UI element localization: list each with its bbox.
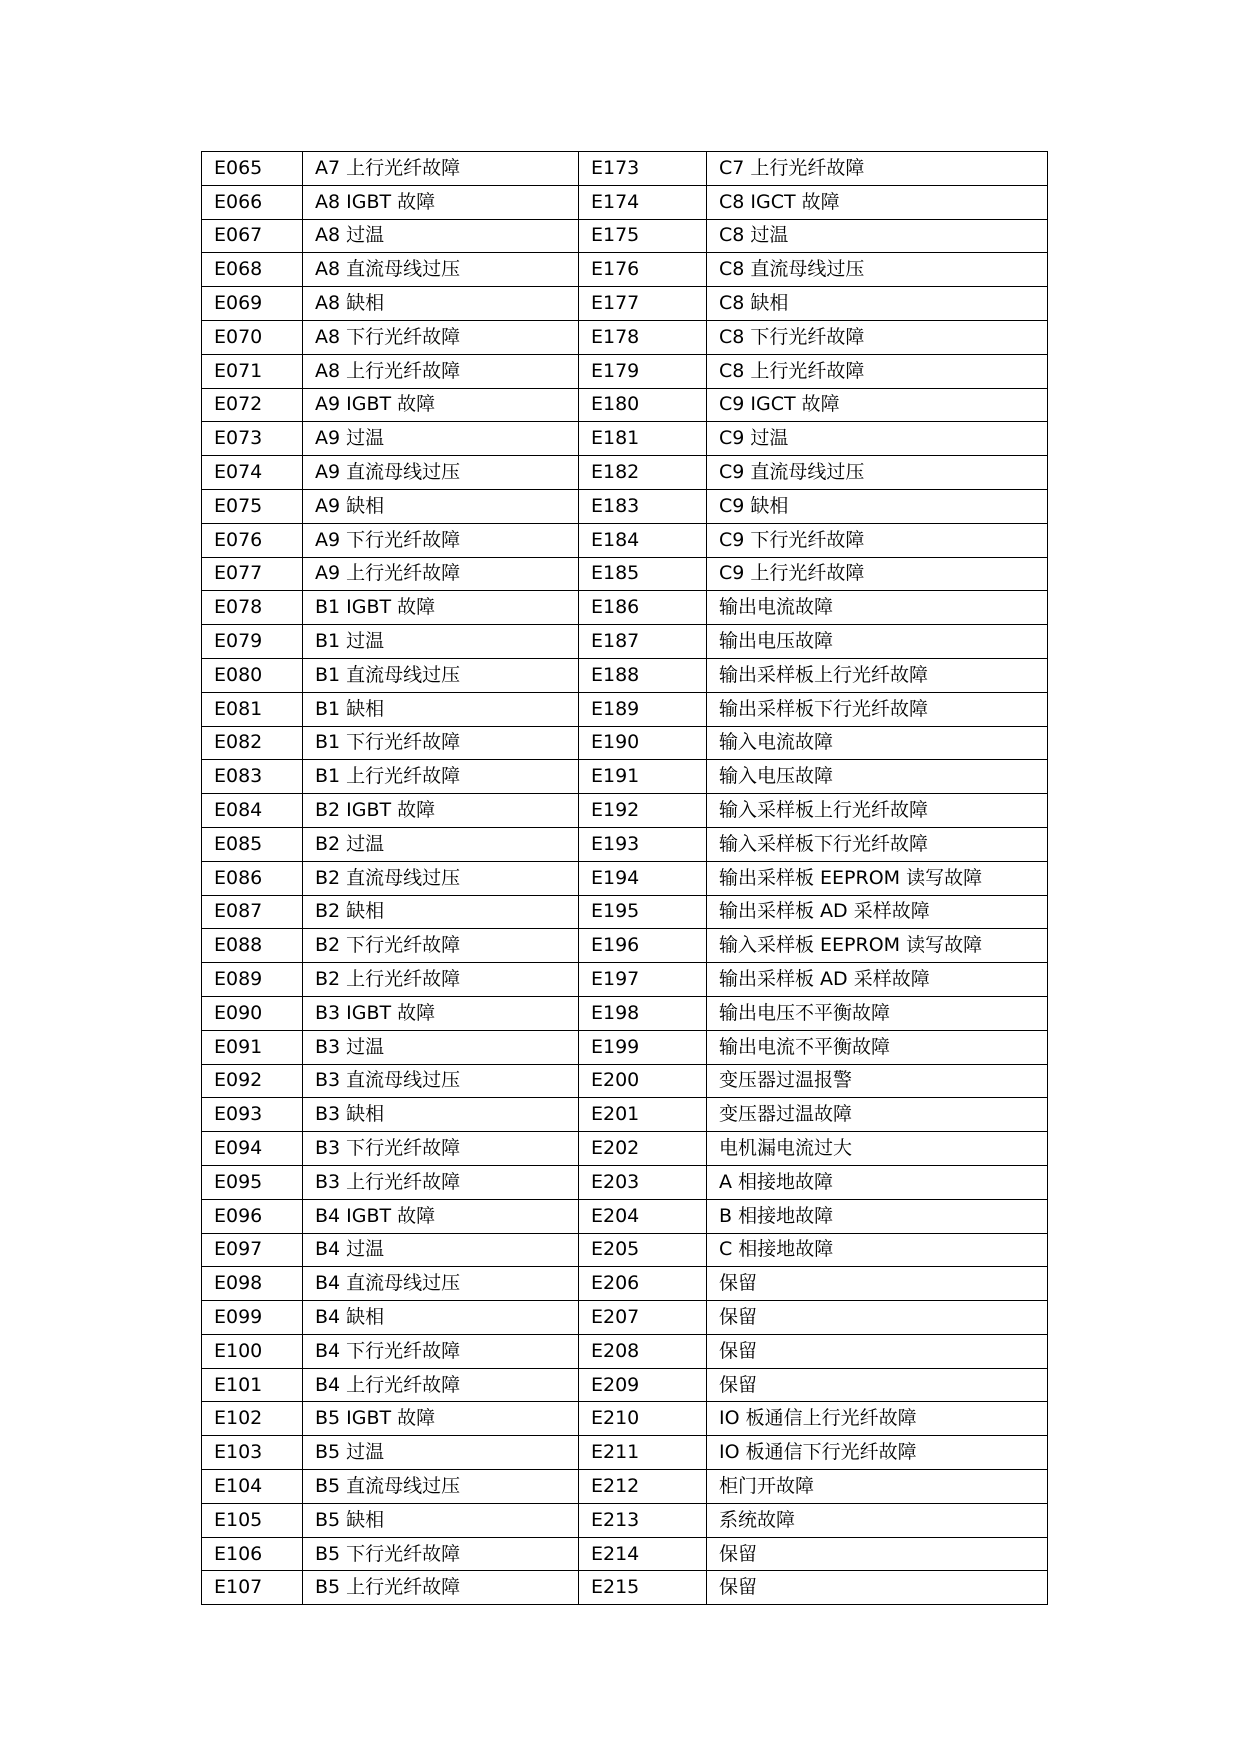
fault-description-right: 柜门开故障 <box>707 1470 1048 1504</box>
fault-code-left: E077 <box>202 557 303 591</box>
table-row <box>202 287 1048 321</box>
fault-description-right: C 相接地故障 <box>707 1233 1048 1267</box>
fault-description-right: 输出采样板 AD 采样故障 <box>707 963 1048 997</box>
fault-description-left: A9 缺相 <box>303 489 579 523</box>
fault-code-right: E177 <box>579 287 707 321</box>
fault-code-left: E103 <box>202 1436 303 1470</box>
table-row <box>202 1267 1048 1301</box>
fault-code-left: E082 <box>202 726 303 760</box>
fault-code-left: E106 <box>202 1537 303 1571</box>
fault-code-right: E180 <box>579 388 707 422</box>
fault-description-right: C9 下行光纤故障 <box>707 523 1048 557</box>
fault-description-left: B4 直流母线过压 <box>303 1267 579 1301</box>
fault-description-right: 输出电压故障 <box>707 625 1048 659</box>
fault-description-left: B4 缺相 <box>303 1301 579 1335</box>
fault-description-left: B5 上行光纤故障 <box>303 1571 579 1605</box>
fault-description-left: B5 IGBT 故障 <box>303 1402 579 1436</box>
fault-code-right: E200 <box>579 1064 707 1098</box>
table-row <box>202 1132 1048 1166</box>
fault-code-right: E207 <box>579 1301 707 1335</box>
fault-code-right: E185 <box>579 557 707 591</box>
table-row <box>202 996 1048 1030</box>
table-row <box>202 489 1048 523</box>
fault-description-left: B3 上行光纤故障 <box>303 1165 579 1199</box>
fault-description-right: 系统故障 <box>707 1503 1048 1537</box>
fault-code-left: E070 <box>202 320 303 354</box>
fault-code-right: E204 <box>579 1199 707 1233</box>
table-row <box>202 1301 1048 1335</box>
fault-description-right: 输出采样板 EEPROM 读写故障 <box>707 861 1048 895</box>
table-row <box>202 253 1048 287</box>
table-row <box>202 1402 1048 1436</box>
table-row <box>202 1064 1048 1098</box>
fault-code-left: E079 <box>202 625 303 659</box>
fault-description-left: B3 直流母线过压 <box>303 1064 579 1098</box>
fault-description-left: B1 过温 <box>303 625 579 659</box>
table-row <box>202 794 1048 828</box>
fault-description-right: C8 上行光纤故障 <box>707 354 1048 388</box>
table-row <box>202 1165 1048 1199</box>
fault-code-left: E065 <box>202 152 303 186</box>
fault-code-left: E071 <box>202 354 303 388</box>
fault-code-left: E088 <box>202 929 303 963</box>
fault-code-right: E178 <box>579 320 707 354</box>
table-row <box>202 692 1048 726</box>
fault-description-left: A8 IGBT 故障 <box>303 185 579 219</box>
fault-description-left: A9 过温 <box>303 422 579 456</box>
fault-code-left: E081 <box>202 692 303 726</box>
fault-code-right: E215 <box>579 1571 707 1605</box>
table-row <box>202 320 1048 354</box>
fault-code-left: E075 <box>202 489 303 523</box>
fault-code-left: E085 <box>202 827 303 861</box>
fault-code-left: E080 <box>202 658 303 692</box>
fault-description-right: 输入采样板 EEPROM 读写故障 <box>707 929 1048 963</box>
table-row <box>202 1030 1048 1064</box>
fault-code-left: E089 <box>202 963 303 997</box>
fault-description-left: B1 IGBT 故障 <box>303 591 579 625</box>
fault-code-left: E096 <box>202 1199 303 1233</box>
fault-code-right: E179 <box>579 354 707 388</box>
fault-code-right: E214 <box>579 1537 707 1571</box>
fault-description-left: B3 IGBT 故障 <box>303 996 579 1030</box>
fault-description-left: B4 IGBT 故障 <box>303 1199 579 1233</box>
fault-code-left: E066 <box>202 185 303 219</box>
fault-description-left: B4 过温 <box>303 1233 579 1267</box>
table-row <box>202 422 1048 456</box>
fault-code-left: E100 <box>202 1334 303 1368</box>
table-row <box>202 354 1048 388</box>
fault-code-right: E175 <box>579 219 707 253</box>
fault-code-right: E192 <box>579 794 707 828</box>
fault-code-left: E093 <box>202 1098 303 1132</box>
table-row <box>202 219 1048 253</box>
fault-code-right: E211 <box>579 1436 707 1470</box>
table-row <box>202 1233 1048 1267</box>
fault-description-left: A8 过温 <box>303 219 579 253</box>
table-row <box>202 557 1048 591</box>
fault-description-right: 输入采样板下行光纤故障 <box>707 827 1048 861</box>
fault-code-right: E213 <box>579 1503 707 1537</box>
fault-code-left: E090 <box>202 996 303 1030</box>
fault-description-left: B3 缺相 <box>303 1098 579 1132</box>
fault-description-left: A9 上行光纤故障 <box>303 557 579 591</box>
fault-description-left: A7 上行光纤故障 <box>303 152 579 186</box>
table-row <box>202 1199 1048 1233</box>
fault-description-left: B4 下行光纤故障 <box>303 1334 579 1368</box>
table-row <box>202 1334 1048 1368</box>
fault-code-left: E068 <box>202 253 303 287</box>
fault-description-left: B5 直流母线过压 <box>303 1470 579 1504</box>
fault-code-right: E202 <box>579 1132 707 1166</box>
fault-description-right: 输出采样板上行光纤故障 <box>707 658 1048 692</box>
fault-code-left: E086 <box>202 861 303 895</box>
fault-description-right: 保留 <box>707 1267 1048 1301</box>
fault-description-right: C8 直流母线过压 <box>707 253 1048 287</box>
fault-code-left: E104 <box>202 1470 303 1504</box>
fault-description-left: B5 过温 <box>303 1436 579 1470</box>
fault-description-right: B 相接地故障 <box>707 1199 1048 1233</box>
table-row <box>202 726 1048 760</box>
table-row <box>202 760 1048 794</box>
fault-description-right: C9 上行光纤故障 <box>707 557 1048 591</box>
fault-description-right: C8 过温 <box>707 219 1048 253</box>
table-row <box>202 185 1048 219</box>
fault-code-left: E094 <box>202 1132 303 1166</box>
fault-code-left: E073 <box>202 422 303 456</box>
fault-code-right: E186 <box>579 591 707 625</box>
fault-code-right: E188 <box>579 658 707 692</box>
fault-description-left: B5 下行光纤故障 <box>303 1537 579 1571</box>
fault-code-right: E205 <box>579 1233 707 1267</box>
fault-description-right: IO 板通信下行光纤故障 <box>707 1436 1048 1470</box>
fault-description-left: B2 直流母线过压 <box>303 861 579 895</box>
fault-code-left: E091 <box>202 1030 303 1064</box>
fault-description-left: B2 上行光纤故障 <box>303 963 579 997</box>
fault-code-left: E076 <box>202 523 303 557</box>
fault-description-left: B4 上行光纤故障 <box>303 1368 579 1402</box>
fault-code-right: E187 <box>579 625 707 659</box>
fault-code-right: E206 <box>579 1267 707 1301</box>
fault-code-right: E210 <box>579 1402 707 1436</box>
fault-description-right: 保留 <box>707 1571 1048 1605</box>
fault-code-right: E198 <box>579 996 707 1030</box>
fault-description-left: B2 缺相 <box>303 895 579 929</box>
fault-description-right: 输入采样板上行光纤故障 <box>707 794 1048 828</box>
fault-code-left: E084 <box>202 794 303 828</box>
fault-description-right: C7 上行光纤故障 <box>707 152 1048 186</box>
table-row <box>202 625 1048 659</box>
fault-description-left: B1 下行光纤故障 <box>303 726 579 760</box>
fault-description-left: B2 过温 <box>303 827 579 861</box>
table-row <box>202 523 1048 557</box>
fault-code-right: E195 <box>579 895 707 929</box>
table-row <box>202 861 1048 895</box>
fault-code-right: E209 <box>579 1368 707 1402</box>
table-row <box>202 929 1048 963</box>
fault-code-right: E191 <box>579 760 707 794</box>
fault-code-right: E182 <box>579 456 707 490</box>
fault-description-right: 变压器过温故障 <box>707 1098 1048 1132</box>
fault-description-right: 保留 <box>707 1368 1048 1402</box>
fault-code-right: E197 <box>579 963 707 997</box>
fault-description-right: 输出电流故障 <box>707 591 1048 625</box>
fault-code-right: E174 <box>579 185 707 219</box>
fault-code-left: E097 <box>202 1233 303 1267</box>
fault-description-right: C8 缺相 <box>707 287 1048 321</box>
fault-description-right: 输入电流故障 <box>707 726 1048 760</box>
table-row <box>202 1571 1048 1605</box>
fault-code-left: E072 <box>202 388 303 422</box>
fault-description-left: A8 缺相 <box>303 287 579 321</box>
fault-description-right: C9 IGCT 故障 <box>707 388 1048 422</box>
fault-code-right: E196 <box>579 929 707 963</box>
fault-description-left: A8 直流母线过压 <box>303 253 579 287</box>
fault-description-left: B3 过温 <box>303 1030 579 1064</box>
fault-description-right: 变压器过温报警 <box>707 1064 1048 1098</box>
fault-description-left: A9 IGBT 故障 <box>303 388 579 422</box>
fault-code-table-body <box>202 152 1048 1605</box>
table-row <box>202 1503 1048 1537</box>
fault-code-left: E092 <box>202 1064 303 1098</box>
table-row <box>202 895 1048 929</box>
fault-description-left: B3 下行光纤故障 <box>303 1132 579 1166</box>
table-row <box>202 1098 1048 1132</box>
table-row <box>202 388 1048 422</box>
fault-code-right: E181 <box>579 422 707 456</box>
fault-code-right: E173 <box>579 152 707 186</box>
fault-description-right: 输入电压故障 <box>707 760 1048 794</box>
table-row <box>202 1470 1048 1504</box>
fault-code-right: E193 <box>579 827 707 861</box>
fault-description-right: C9 过温 <box>707 422 1048 456</box>
fault-description-right: 输出电流不平衡故障 <box>707 1030 1048 1064</box>
fault-code-left: E098 <box>202 1267 303 1301</box>
fault-code-right: E201 <box>579 1098 707 1132</box>
table-row <box>202 591 1048 625</box>
fault-code-right: E189 <box>579 692 707 726</box>
fault-code-left: E105 <box>202 1503 303 1537</box>
fault-code-right: E176 <box>579 253 707 287</box>
fault-description-right: C8 下行光纤故障 <box>707 320 1048 354</box>
fault-code-left: E087 <box>202 895 303 929</box>
fault-code-left: E095 <box>202 1165 303 1199</box>
table-row <box>202 658 1048 692</box>
fault-code-right: E190 <box>579 726 707 760</box>
fault-code-table <box>201 151 1048 1605</box>
fault-description-right: 输出采样板下行光纤故障 <box>707 692 1048 726</box>
table-row <box>202 963 1048 997</box>
table-row <box>202 1436 1048 1470</box>
fault-code-left: E102 <box>202 1402 303 1436</box>
fault-description-left: B1 上行光纤故障 <box>303 760 579 794</box>
table-row <box>202 152 1048 186</box>
fault-description-right: 输出电压不平衡故障 <box>707 996 1048 1030</box>
fault-description-right: A 相接地故障 <box>707 1165 1048 1199</box>
fault-description-right: C9 缺相 <box>707 489 1048 523</box>
fault-code-left: E083 <box>202 760 303 794</box>
fault-code-left: E074 <box>202 456 303 490</box>
table-row <box>202 456 1048 490</box>
fault-description-left: A8 下行光纤故障 <box>303 320 579 354</box>
fault-description-left: B5 缺相 <box>303 1503 579 1537</box>
fault-description-right: 输出采样板 AD 采样故障 <box>707 895 1048 929</box>
fault-code-right: E194 <box>579 861 707 895</box>
fault-code-left: E101 <box>202 1368 303 1402</box>
fault-code-right: E203 <box>579 1165 707 1199</box>
fault-description-right: 电机漏电流过大 <box>707 1132 1048 1166</box>
fault-code-right: E199 <box>579 1030 707 1064</box>
table-row <box>202 1537 1048 1571</box>
fault-code-right: E208 <box>579 1334 707 1368</box>
fault-description-left: B2 下行光纤故障 <box>303 929 579 963</box>
fault-code-left: E067 <box>202 219 303 253</box>
fault-description-left: B2 IGBT 故障 <box>303 794 579 828</box>
fault-description-right: 保留 <box>707 1537 1048 1571</box>
fault-description-left: A8 上行光纤故障 <box>303 354 579 388</box>
fault-description-right: C8 IGCT 故障 <box>707 185 1048 219</box>
fault-code-left: E107 <box>202 1571 303 1605</box>
fault-description-left: A9 下行光纤故障 <box>303 523 579 557</box>
fault-description-left: B1 缺相 <box>303 692 579 726</box>
fault-description-right: C9 直流母线过压 <box>707 456 1048 490</box>
fault-description-right: 保留 <box>707 1334 1048 1368</box>
fault-description-right: 保留 <box>707 1301 1048 1335</box>
fault-code-left: E099 <box>202 1301 303 1335</box>
fault-description-left: A9 直流母线过压 <box>303 456 579 490</box>
fault-code-right: E212 <box>579 1470 707 1504</box>
fault-code-right: E184 <box>579 523 707 557</box>
fault-code-right: E183 <box>579 489 707 523</box>
fault-description-right: IO 板通信上行光纤故障 <box>707 1402 1048 1436</box>
table-row <box>202 827 1048 861</box>
fault-code-left: E078 <box>202 591 303 625</box>
fault-code-left: E069 <box>202 287 303 321</box>
table-row <box>202 1368 1048 1402</box>
fault-description-left: B1 直流母线过压 <box>303 658 579 692</box>
